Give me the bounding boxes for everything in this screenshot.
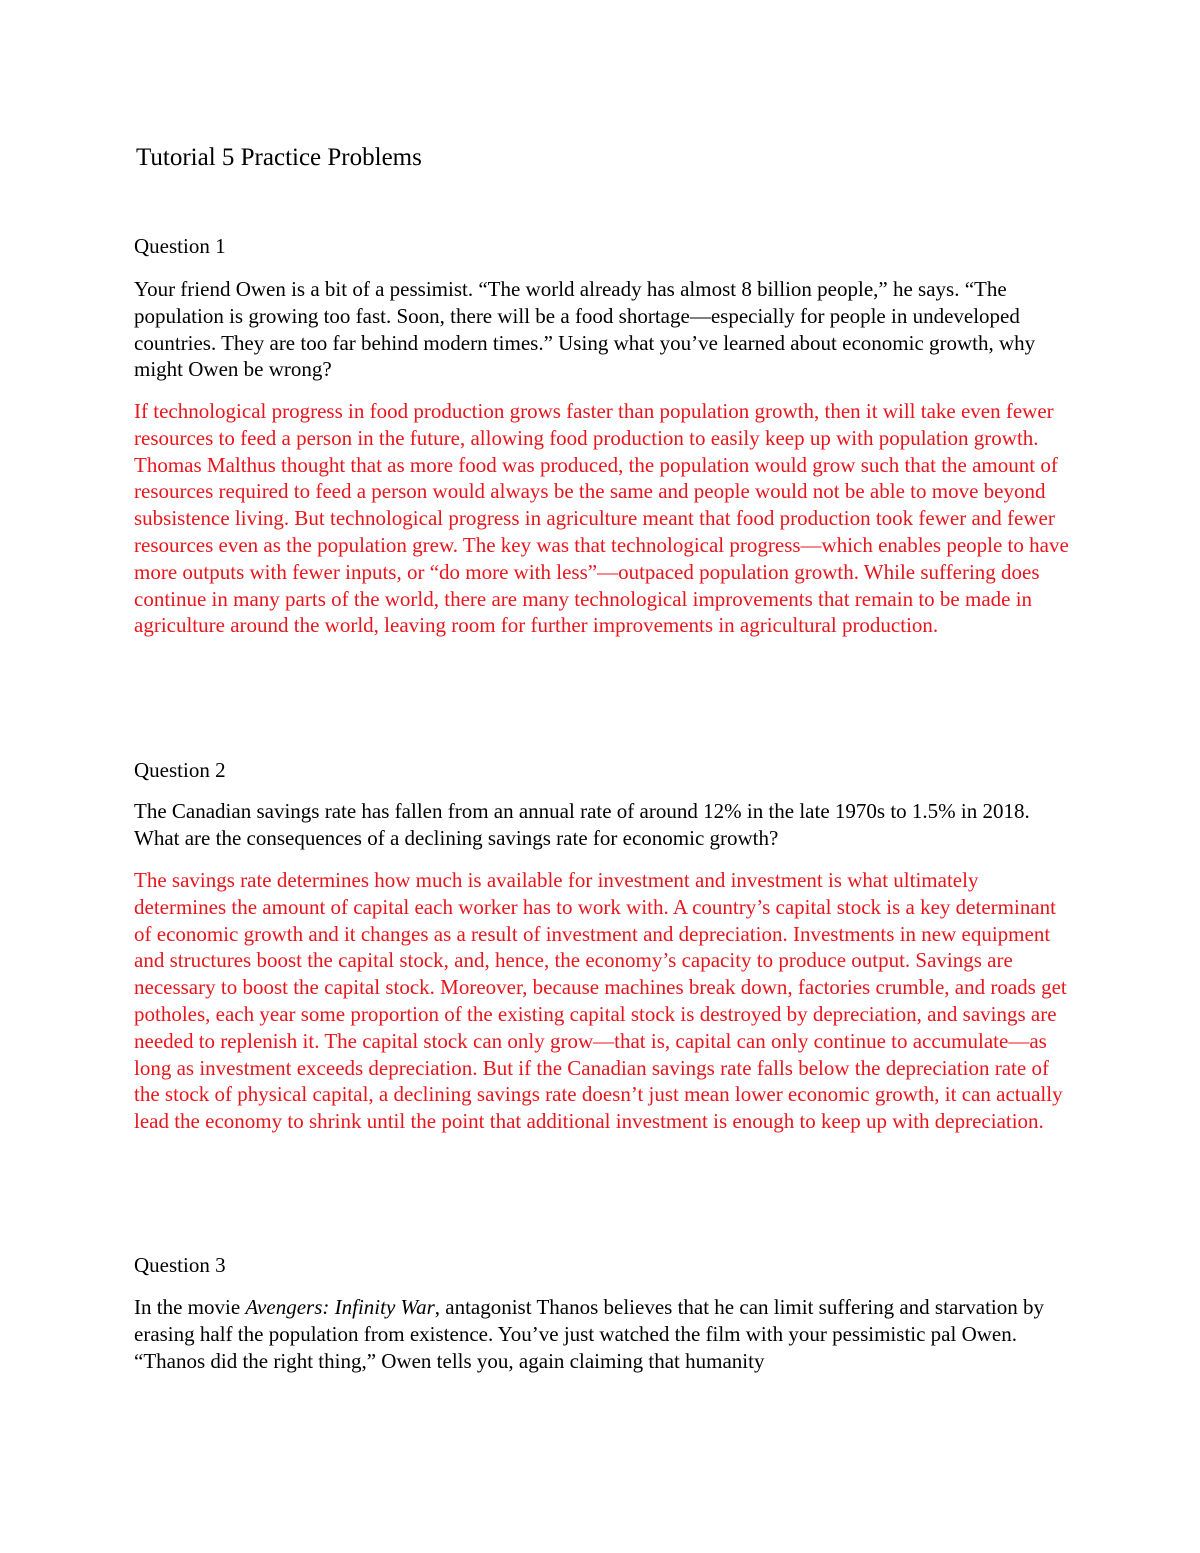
question-2-answer: The savings rate determines how much is available for investment and investment is what ultimately determines the amount of capital each worker has to work with. A country’s capital stock is a key determinant of economic growth and it changes as a result of investment and depreciation. Investments in new equipment and structures boost the capital stock, and, hence, the economy’s capacity to produce output. Savings are necessary to boost the capital stock. Moreover, because machines break down, factories crumble, and roads get potholes, each year some proportion of the existing capital stock is destroyed by depreciation, and savings are needed to replenish it. The capital stock can only grow—that is, capital can only continue to accumulate—as long as investment exceeds depreciation. But if the Canadian savings rate falls below the depreciation rate of the stock of physical capital, a declining savings rate doesn’t just mean lower economic growth, it can actually lead the economy to shrink until the point that additional investment is enough to keep up with depreciation. [134, 868, 1067, 1134]
question-3-prompt-rest: , antagonist Thanos believes that he can limit suffering and starvation by erasing half the population from existence. You’ve just watched the film with your pessimistic pal Owen. “Thanos did the right thing,” Owen tells you, again claiming that humanity [134, 1295, 1044, 1373]
question-3-prompt-start: In the movie [134, 1295, 246, 1319]
question-1-heading: Question 1 [134, 234, 226, 258]
question-1-answer: If technological progress in food production grows faster than population growth, then it will take even fewer resources to feed a person in the future, allowing food production to easily keep up with population growth. Thomas Malthus thought that as more food was produced, the population would grow such that the amount of resources required to feed a person would always be the same and people would not be able to move beyond subsistence living. But technological progress in agriculture meant that food production took fewer and fewer resources even as the population grew. The key was that technological progress—which enables people to have more outputs with fewer inputs, or “do more with less”—outpaced population growth. While suffering does continue in many parts of the world, there are many technological improvements that remain to be made in agriculture around the world, leaving room for further improvements in agricultural production. [134, 399, 1069, 638]
question-3-prompt [134, 1294, 1074, 1374]
movie-title: Avengers: Infinity War [245, 1295, 435, 1319]
question-3-heading: Question 3 [134, 1253, 226, 1277]
question-2-heading: Question 2 [134, 758, 226, 782]
question-1-prompt: Your friend Owen is a bit of a pessimist. “The world already has almost 8 billion people,” he says. “The population is growing too fast. Soon, there will be a food shortage—especially for people in undeveloped countries. They are too far behind modern times.” Using what you’ve learned about economic growth, why might Owen be wrong? [134, 277, 1036, 382]
question-2-prompt: The Canadian savings rate has fallen from an annual rate of around 12% in the late 1970s to 1.5% in 2018. What are the consequences of a declining savings rate for economic growth? [134, 799, 1030, 850]
document-title: Tutorial 5 Practice Problems [136, 144, 422, 171]
